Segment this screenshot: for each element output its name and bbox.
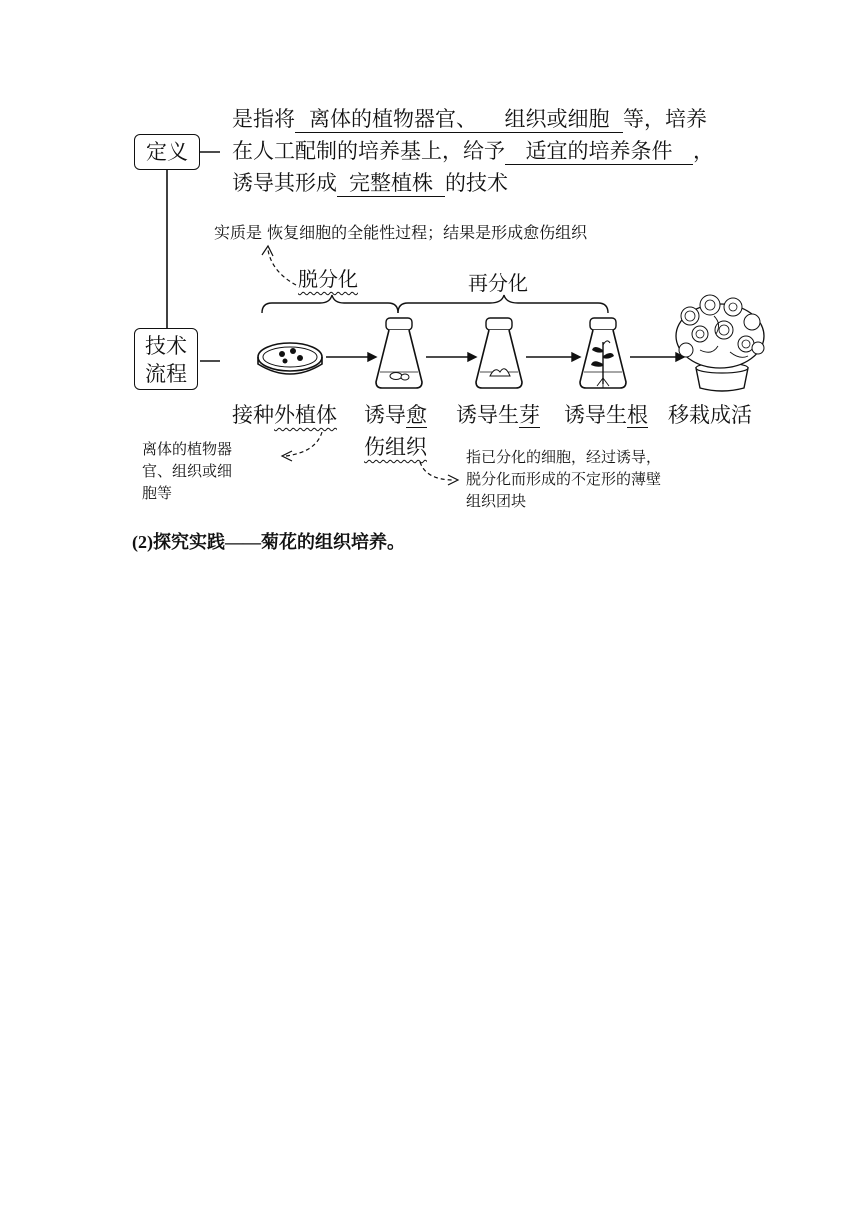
step-inoculate-key: 外植体 xyxy=(274,403,337,427)
flask-root-icon xyxy=(580,318,626,388)
step-transplant xyxy=(668,402,752,428)
definition-line1-prefix: 是指将 xyxy=(232,107,295,131)
section-title: (2)探究实践——菊花的组织培养。 xyxy=(132,532,405,552)
explant-note-line-3: 胞等 xyxy=(142,484,173,502)
explant-note xyxy=(142,438,232,504)
definition-line2-suffix: ， xyxy=(693,139,714,163)
essence-note: 实质是 恢复细胞的全能性过程；结果是形成愈伤组织 xyxy=(214,223,588,242)
step-callus xyxy=(364,402,427,428)
dediff-brace xyxy=(262,295,398,313)
dediff-label: 脱分化 xyxy=(298,267,358,291)
definition-line1-suffix: 等，培养 xyxy=(623,107,707,131)
step-transplant-prefix: 移栽成活 xyxy=(668,403,752,427)
definition-label-box: 定义 xyxy=(134,134,200,170)
definition-blank-1: 离体的植物器官、 xyxy=(295,106,491,133)
step-bud-prefix: 诱导生 xyxy=(456,403,519,427)
explant-arrow xyxy=(286,432,322,456)
step-callus-prefix: 诱导 xyxy=(364,403,406,427)
definition-blank-2: 组织或细胞 xyxy=(491,106,623,133)
definition-line3-suffix: 的技术 xyxy=(445,171,508,195)
step-callus-line2: 伤组织 xyxy=(364,435,427,459)
flask-callus-icon xyxy=(376,318,422,388)
definition-line-3 xyxy=(232,170,508,197)
step-root-prefix: 诱导生 xyxy=(564,403,627,427)
rediff-label: 再分化 xyxy=(468,271,528,295)
step-bud-key: 芽 xyxy=(519,403,540,427)
petri-dish-icon xyxy=(258,343,322,374)
step-callus-key: 愈 xyxy=(406,403,427,427)
process-label-line1: 技术 xyxy=(145,334,187,358)
potted-plant-icon xyxy=(676,295,764,391)
definition-line2-prefix: 在人工配制的培养基上，给予 xyxy=(232,139,505,163)
process-label-line2: 流程 xyxy=(145,362,187,386)
flask-bud-icon xyxy=(476,318,522,388)
step-root-key: 根 xyxy=(627,403,648,427)
definition-blank-3: 适宜的培养条件 xyxy=(505,138,693,165)
callus-note-line-3: 组织团块 xyxy=(466,492,527,510)
process-label-box xyxy=(134,328,198,390)
step-bud xyxy=(456,402,540,428)
step-inoculate xyxy=(232,402,337,428)
rediff-brace xyxy=(398,295,608,313)
step-inoculate-prefix: 接种 xyxy=(232,403,274,427)
definition-line3-prefix: 诱导其形成 xyxy=(232,171,337,195)
callus-note-line-2: 脱分化而形成的不定形的薄壁 xyxy=(466,470,662,488)
explant-note-line-1: 离体的植物器 xyxy=(142,440,233,458)
definition-blank-4: 完整植株 xyxy=(337,170,445,197)
callus-note xyxy=(466,446,661,512)
definition-line-2 xyxy=(232,138,714,165)
step-root xyxy=(564,402,648,428)
explant-note-line-2: 官、组织或细 xyxy=(142,462,233,480)
callus-note-line-1: 指已分化的细胞，经过诱导， xyxy=(466,448,662,466)
callus-arrow xyxy=(420,462,454,480)
definition-line-1 xyxy=(232,106,707,133)
